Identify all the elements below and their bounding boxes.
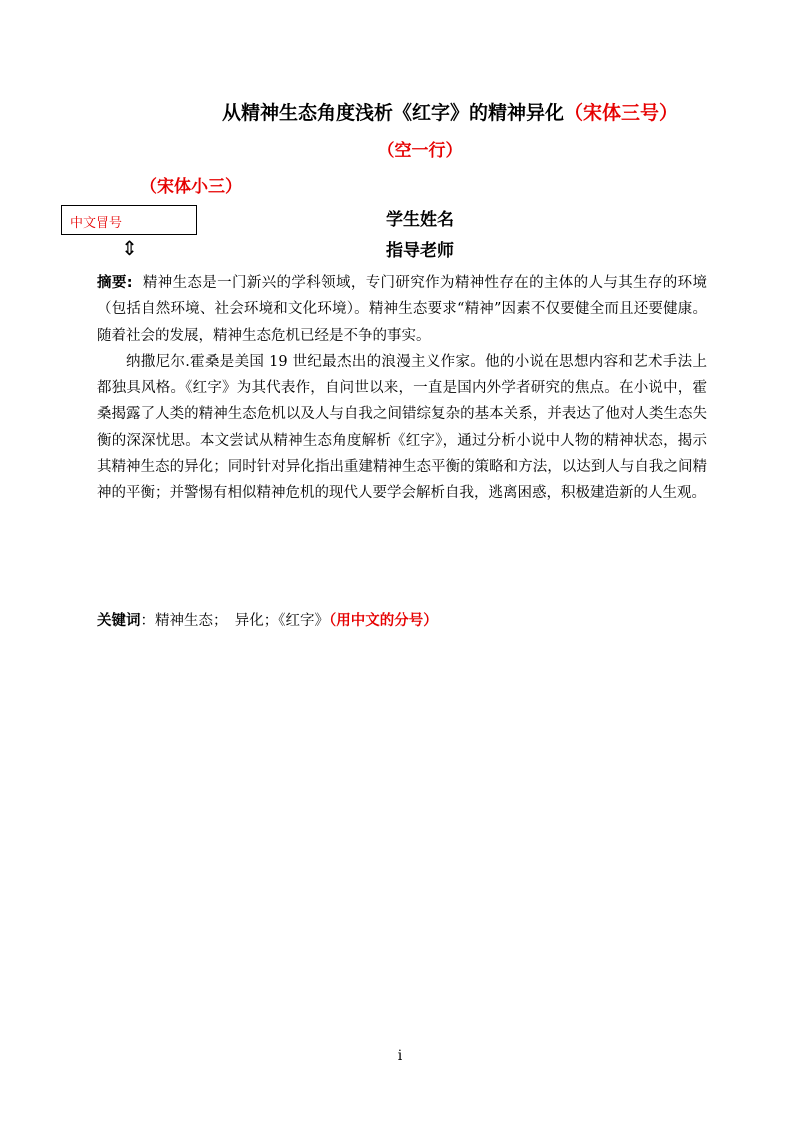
up-down-arrow-icon: ⇕	[121, 236, 138, 260]
abstract-paragraph-2: 纳撒尼尔.霍桑是美国 19 世纪最杰出的浪漫主义作家。他的小说在思想内容和艺术手法上都独具风格。《红字》为其代表作，自问世以来，一直是国内外学者研究的焦点。在小说中，霍桑揭露了人类的精神生态危机以及人与自我之间错综复杂的基本关系，并表达了他对人类生态失衡的深深忧思。本文尝试从精神生态角度解析《红字》，通过分析小说中人物的精神状态，揭示其精神生态的异化；同时针对异化指出重建精神生态平衡的策略和方法，以达到人与自我之间精神的平衡；并警惕有相似精神危机的现代人要学会解析自我，逃离困惑，积极建造新的人生观。	[97, 353, 707, 502]
font-size-note: （宋体小三）	[140, 177, 242, 197]
document-title	[0, 98, 800, 125]
keywords-colon: ：	[140, 613, 155, 629]
page-number: i	[397, 1048, 403, 1064]
title-font-note: （宋体三号）	[564, 102, 679, 124]
title-text: 从精神生态角度浅析《红字》的精神异化	[221, 102, 564, 124]
keywords-note: （用中文的分号）	[329, 613, 438, 629]
keywords-line	[97, 609, 438, 630]
abstract-section	[97, 270, 707, 507]
keywords-text: 精神生态； 异化；《红字》	[155, 613, 329, 629]
abstract-paragraph-1	[97, 270, 707, 349]
blank-line-note: （空一行）	[377, 141, 463, 161]
abstract-label: 摘要:	[97, 275, 133, 291]
advisor-name: 指导老师	[386, 241, 454, 261]
abstract-text-1: 精神生态是一门新兴的学科领域，专门研究作为精神性存在的主体的人与其生存的环境（包括自然环境、社会环境和文化环境）。精神生态要求“精神”因素不仅要健全而且还要健康。随着社会的发展，精神生态危机已经是不争的事实。	[97, 275, 707, 344]
keywords-label: 关键词	[97, 613, 141, 629]
colon-callout-box: 中文冒号	[61, 205, 197, 235]
student-name: 学生姓名	[386, 210, 454, 230]
